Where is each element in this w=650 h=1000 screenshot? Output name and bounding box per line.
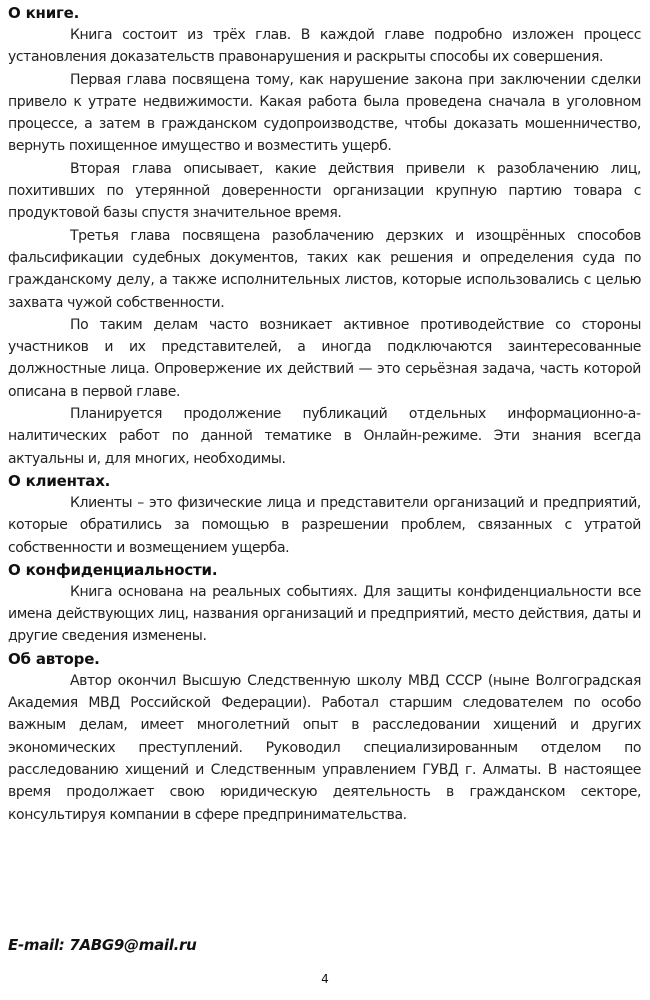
section-about-privacy bbox=[8, 559, 641, 648]
heading-about-clients: О клиентах. bbox=[8, 471, 111, 490]
heading-about-privacy: О конфиденциальности. bbox=[8, 560, 218, 579]
section-about-clients bbox=[8, 470, 641, 559]
section-about-author bbox=[8, 648, 641, 826]
paragraph: Первая глава посвящена тому, как нарушение закона при заключении сделки привело к утрате недвижимости. Какая работа была проведена сначала в уголовном процессе, а затем в гражданском судопроизводстве, чтобы доказать мошенничество, вернуть похищенное имущество и возместить ущерб. bbox=[8, 71, 641, 155]
paragraph: Вторая глава описывает, какие действия привели к разоблачению лиц, похитивших по утерянной доверенности организации крупную партию товара с продуктовой базы спустя значительное время. bbox=[8, 160, 641, 222]
section-about-book bbox=[8, 2, 641, 470]
paragraph: Планируется продолжение публикаций отдельных информационно-аналитических работ по данной тематике в Онлайн-режиме. Эти знания всегда актуальны и, для многих, необходимы. bbox=[8, 406, 641, 467]
paragraph: Книга основана на реальных событиях. Для защиты конфиденциальности все имена действующих лиц, названия организаций и предприятий, место действия, даты и другие сведения изменены. bbox=[8, 583, 641, 645]
paragraph: Автор окончил Высшую Следственную школу МВД СССР (ныне Волгоградская Академия МВД Российской Федерации). Работал старшим следователем по особо важным делам, имеет многолетний опыт в расследовании хищений и других экономических преступлений. Руководил специализированным отделом по расследованию хищений и Следственным управлением ГУВД г. Алматы. В настоящее время продолжает свою юридическую деятельность в гражданском секторе, консультируя компании в сфере предпринимательства. bbox=[8, 672, 641, 823]
author-email: E-mail: 7ABG9@mail.ru bbox=[8, 936, 197, 954]
page-number: 4 bbox=[321, 972, 329, 986]
paragraph: Книга состоит из трёх глав. В каждой главе подробно изложен процесс установления доказательств правонарушения и раскрыты способы их совершения. bbox=[8, 27, 641, 66]
paragraph: По таким делам часто возникает активное противодействие со стороны участников и их представителей, а иногда подключаются заинтересованные должностные лица. Опровержение их действий — это серьёзная задача, часть которой описана в первой главе. bbox=[8, 316, 641, 400]
paragraph: Клиенты – это физические лица и представители организаций и предприятий, которые обратились за помощью в разрешении проблем, связанных с утратой собственности и возмещением ущерба. bbox=[8, 494, 641, 556]
heading-about-author: Об авторе. bbox=[8, 649, 100, 668]
heading-about-book: О книге. bbox=[8, 4, 80, 22]
paragraph: Третья глава посвящена разоблачению дерзких и изощрённых способов фальсификации судебных документов, таких как решения и определения суда по гражданскому делу, а также исполнительных листов, которые использовались с целью захвата чужой собственности. bbox=[8, 227, 641, 311]
